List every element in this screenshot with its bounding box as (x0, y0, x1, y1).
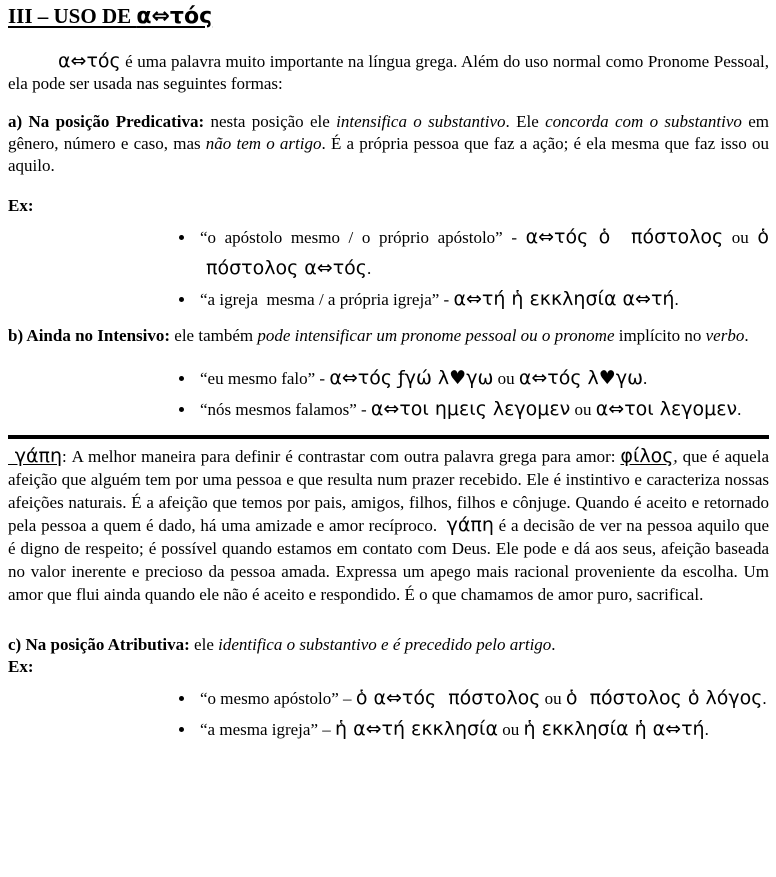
text-run: a) Na posição Predicativa: (8, 112, 205, 131)
example-label-a (8, 195, 769, 217)
agape-paragraph (8, 445, 769, 606)
text-run: . (737, 400, 742, 419)
text-run: ou (498, 720, 524, 739)
greek-text-run: γάπη (8, 445, 62, 467)
example-label-c (8, 656, 769, 678)
example-list-b (8, 363, 769, 425)
text-run: . (366, 259, 372, 278)
text-run: “o apóstolo mesmo / o próprio apóstolo” - (200, 228, 526, 247)
text-run: concorda com o substantivo (545, 112, 742, 131)
greek-text-run: ὁ πόστολος α⇔τός (200, 226, 770, 279)
text-run: “eu mesmo falo” - (200, 369, 330, 388)
text-run: Ex: (8, 196, 34, 215)
intro-paragraph (8, 50, 769, 95)
greek-text-run: φίλος (620, 445, 674, 467)
text-run: “nós mesmos falamos” - (200, 400, 371, 419)
text-run: ou (540, 689, 566, 708)
bullet-item (196, 363, 769, 394)
section-a-paragraph (8, 111, 769, 177)
bullet-item (196, 284, 769, 315)
text-run: III – USO DE (8, 4, 137, 28)
text-run: . (674, 290, 679, 309)
text-run: em gênero, número e caso, mas (8, 112, 769, 153)
text-run: . (704, 720, 709, 739)
greek-text-run: α⇔τοι ημεις λεγομεν (370, 398, 571, 420)
greek-text-run: ὁ α⇔τός πόστολος (355, 687, 541, 709)
text-run: ou (570, 400, 596, 419)
text-run: b) Ainda no Intensivo: (8, 326, 171, 345)
text-run: pode intensificar um pronome pessoal ou o pronome (257, 326, 615, 345)
greek-text-run: ἡ α⇔τή εκκλησία (335, 718, 498, 740)
text-run: ele também (170, 326, 258, 345)
text-run: ou (493, 369, 519, 388)
text-run: c) Na posição Atributiva: (8, 635, 190, 654)
bullet-item (196, 683, 769, 714)
text-run: . (643, 369, 648, 388)
greek-text-run: γάπη (446, 514, 494, 536)
greek-text-run: α⇔τός λ♥γω (518, 367, 643, 389)
text-run: Ex: (8, 657, 34, 676)
greek-text-run: α⇔τός ὁ πόστολος (525, 226, 724, 248)
page-title (8, 3, 769, 30)
section-c-paragraph (8, 634, 769, 656)
text-run: : A melhor maneira para definir é contrastar com outra palavra grega para amor: (62, 447, 621, 466)
text-run: implícito no (614, 326, 706, 345)
text-run: , que é aquela afeição que alguém tem por uma pessoa e que resulta num prazer recebido. Ele é instintivo e caracteriza nossas afeições naturais. É a afeição que temos por pais, amigos, filhos, filhos e cônjuge. Quando é aceito e retornado pela pessoa a quem é dado, há uma amizade e amor recíproco. (8, 447, 769, 535)
text-run: . (551, 635, 556, 654)
text-run: “a mesma igreja” – (200, 720, 335, 739)
greek-text-run: ἡ εκκλησία ἡ α⇔τή (523, 718, 705, 740)
text-run: “a igreja mesma / a própria igreja” - (200, 290, 454, 309)
text-run: intensifica o substantivo (336, 112, 506, 131)
text-run: não tem o artigo (205, 134, 322, 153)
text-run: . É a própria pessoa que faz a ação; é ela mesma que faz isso ou aquilo. (8, 134, 769, 175)
text-run: é a decisão de ver na pessoa aquilo que é digno de respeito; é possível quando estamos em contato com Deus. Ele pode e dá aos seus, afeição baseada no valor inerente e precioso da pessoa amada. Expressa um apego mais racional proveniente da escolha. Um amor que flui ainda quando ele não é aceito e respondido. É o que chamamos de amor puro, sacrifical. (8, 516, 770, 604)
greek-text-run: ὁ πόστολος ὁ λόγος (565, 687, 763, 709)
example-list-a (8, 222, 769, 315)
title-text (8, 4, 212, 28)
text-run: . Ele (505, 112, 546, 131)
text-run: ou (723, 228, 758, 247)
section-b-paragraph (8, 325, 769, 347)
text-run: é uma palavra muito importante na língua grega. Além do uso normal como Pronome Pessoal, ela pode ser usada nas seguintes formas: (8, 52, 769, 93)
bullet-item (196, 714, 769, 745)
bullet-item (196, 394, 769, 425)
greek-text-run: α⇔τός (136, 4, 213, 29)
section-divider (8, 435, 769, 439)
greek-text-run: α⇔τός (58, 50, 121, 72)
text-run: verbo (705, 326, 745, 345)
bullet-item (196, 222, 769, 284)
greek-text-run: α⇔τός ƒγώ λ♥γω (329, 367, 494, 389)
text-run: “o mesmo apóstolo” – (200, 689, 356, 708)
example-list-c (8, 683, 769, 745)
text-run: identifica o substantivo e é precedido pelo artigo (218, 635, 552, 654)
greek-text-run: α⇔τή ἡ εκκλησία α⇔τή (453, 288, 675, 310)
text-run: . (762, 689, 767, 708)
text-run: nesta posição ele (204, 112, 337, 131)
text-run: . (744, 326, 749, 345)
text-run: ele (189, 635, 219, 654)
greek-text-run: α⇔τοι λεγομεν (595, 398, 738, 420)
